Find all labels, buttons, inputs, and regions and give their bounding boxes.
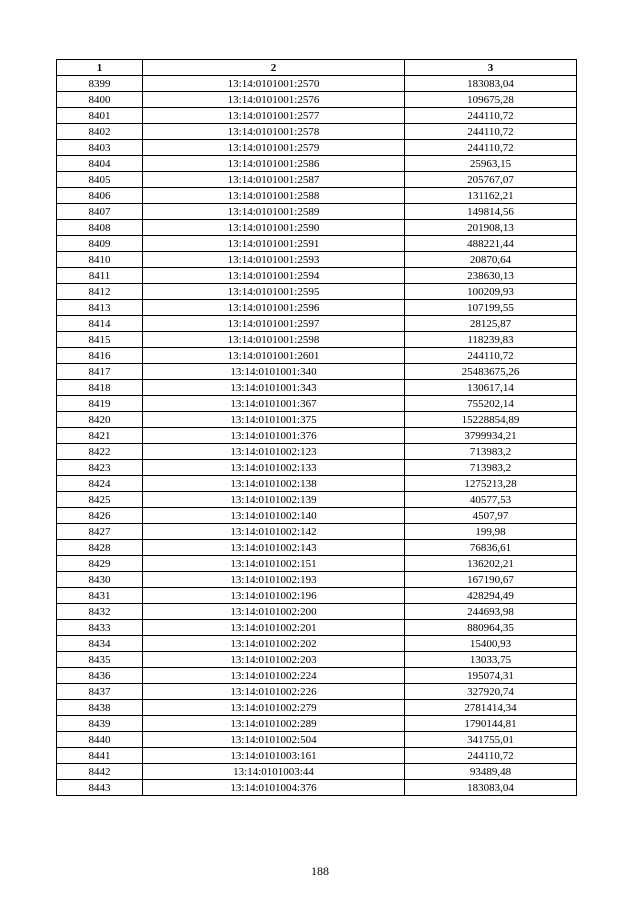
cadastral-number-cell: 13:14:0101001:2594 — [143, 268, 405, 284]
table-row — [57, 636, 577, 652]
row-index-cell: 8410 — [57, 252, 143, 268]
value-cell: 40577,53 — [405, 492, 577, 508]
row-index-cell: 8423 — [57, 460, 143, 476]
cadastral-number-cell: 13:14:0101002:151 — [143, 556, 405, 572]
cadastral-number-cell: 13:14:0101002:138 — [143, 476, 405, 492]
table-row — [57, 732, 577, 748]
cadastral-number-cell: 13:14:0101001:2593 — [143, 252, 405, 268]
value-cell: 244693,98 — [405, 604, 577, 620]
value-cell: 2781414,34 — [405, 700, 577, 716]
cadastral-number-cell: 13:14:0101002:196 — [143, 588, 405, 604]
row-index-cell: 8421 — [57, 428, 143, 444]
cadastral-number-cell: 13:14:0101001:2597 — [143, 316, 405, 332]
cadastral-number-cell: 13:14:0101001:375 — [143, 412, 405, 428]
cadastral-number-cell: 13:14:0101002:289 — [143, 716, 405, 732]
value-cell: 76836,61 — [405, 540, 577, 556]
row-index-cell: 8442 — [57, 764, 143, 780]
table-row — [57, 476, 577, 492]
cadastral-number-cell: 13:14:0101001:2579 — [143, 140, 405, 156]
table-row — [57, 764, 577, 780]
row-index-cell: 8406 — [57, 188, 143, 204]
row-index-cell: 8411 — [57, 268, 143, 284]
table-row — [57, 268, 577, 284]
value-cell: 880964,35 — [405, 620, 577, 636]
value-cell: 201908,13 — [405, 220, 577, 236]
table-row — [57, 348, 577, 364]
table-row — [57, 700, 577, 716]
row-index-cell: 8433 — [57, 620, 143, 636]
table-row — [57, 444, 577, 460]
row-index-cell: 8427 — [57, 524, 143, 540]
value-cell: 25483675,26 — [405, 364, 577, 380]
table-row — [57, 652, 577, 668]
value-cell: 13033,75 — [405, 652, 577, 668]
cadastral-number-cell: 13:14:0101002:279 — [143, 700, 405, 716]
cadastral-number-cell: 13:14:0101001:376 — [143, 428, 405, 444]
row-index-cell: 8435 — [57, 652, 143, 668]
table-row — [57, 316, 577, 332]
table-row — [57, 92, 577, 108]
value-cell: 327920,74 — [405, 684, 577, 700]
value-cell: 713983,2 — [405, 460, 577, 476]
table-row — [57, 524, 577, 540]
row-index-cell: 8416 — [57, 348, 143, 364]
value-cell: 100209,93 — [405, 284, 577, 300]
row-index-cell: 8414 — [57, 316, 143, 332]
header-col-1: 1 — [57, 60, 143, 76]
value-cell: 199,98 — [405, 524, 577, 540]
row-index-cell: 8399 — [57, 76, 143, 92]
table-row — [57, 284, 577, 300]
row-index-cell: 8402 — [57, 124, 143, 140]
value-cell: 130617,14 — [405, 380, 577, 396]
table-header — [57, 60, 577, 76]
cadastral-number-cell: 13:14:0101002:143 — [143, 540, 405, 556]
row-index-cell: 8443 — [57, 780, 143, 796]
table-row — [57, 604, 577, 620]
cadastral-number-cell: 13:14:0101001:367 — [143, 396, 405, 412]
cadastral-number-cell: 13:14:0101001:2576 — [143, 92, 405, 108]
row-index-cell: 8437 — [57, 684, 143, 700]
row-index-cell: 8415 — [57, 332, 143, 348]
value-cell: 107199,55 — [405, 300, 577, 316]
value-cell: 15400,93 — [405, 636, 577, 652]
cadastral-number-cell: 13:14:0101001:2570 — [143, 76, 405, 92]
row-index-cell: 8425 — [57, 492, 143, 508]
cadastral-number-cell: 13:14:0101003:161 — [143, 748, 405, 764]
row-index-cell: 8419 — [57, 396, 143, 412]
row-index-cell: 8408 — [57, 220, 143, 236]
value-cell: 149814,56 — [405, 204, 577, 220]
table-row — [57, 140, 577, 156]
value-cell: 341755,01 — [405, 732, 577, 748]
value-cell: 244110,72 — [405, 124, 577, 140]
cadastral-number-cell: 13:14:0101002:504 — [143, 732, 405, 748]
row-index-cell: 8431 — [57, 588, 143, 604]
table-row — [57, 188, 577, 204]
value-cell: 118239,83 — [405, 332, 577, 348]
cadastral-number-cell: 13:14:0101001:2578 — [143, 124, 405, 140]
value-cell: 195074,31 — [405, 668, 577, 684]
table-row — [57, 124, 577, 140]
row-index-cell: 8420 — [57, 412, 143, 428]
row-index-cell: 8417 — [57, 364, 143, 380]
table-row — [57, 380, 577, 396]
row-index-cell: 8400 — [57, 92, 143, 108]
row-index-cell: 8441 — [57, 748, 143, 764]
cadastral-number-cell: 13:14:0101002:201 — [143, 620, 405, 636]
table-row — [57, 748, 577, 764]
value-cell: 238630,13 — [405, 268, 577, 284]
value-cell: 167190,67 — [405, 572, 577, 588]
table-row — [57, 252, 577, 268]
table-row — [57, 220, 577, 236]
table-row — [57, 156, 577, 172]
value-cell: 755202,14 — [405, 396, 577, 412]
row-index-cell: 8418 — [57, 380, 143, 396]
table-row — [57, 588, 577, 604]
table-row — [57, 540, 577, 556]
cadastral-number-cell: 13:14:0101002:123 — [143, 444, 405, 460]
row-index-cell: 8405 — [57, 172, 143, 188]
value-cell: 15228854,89 — [405, 412, 577, 428]
value-cell: 28125,87 — [405, 316, 577, 332]
row-index-cell: 8413 — [57, 300, 143, 316]
value-cell: 713983,2 — [405, 444, 577, 460]
table-row — [57, 412, 577, 428]
row-index-cell: 8403 — [57, 140, 143, 156]
row-index-cell: 8426 — [57, 508, 143, 524]
table-row — [57, 396, 577, 412]
cadastral-number-cell: 13:14:0101001:2590 — [143, 220, 405, 236]
cadastral-number-cell: 13:14:0101002:224 — [143, 668, 405, 684]
row-index-cell: 8429 — [57, 556, 143, 572]
table-row — [57, 108, 577, 124]
row-index-cell: 8432 — [57, 604, 143, 620]
table-row — [57, 620, 577, 636]
table-row — [57, 428, 577, 444]
cadastral-number-cell: 13:14:0101002:202 — [143, 636, 405, 652]
row-index-cell: 8409 — [57, 236, 143, 252]
table-row — [57, 508, 577, 524]
value-cell: 244110,72 — [405, 140, 577, 156]
table-body — [57, 76, 577, 796]
value-cell: 244110,72 — [405, 348, 577, 364]
cadastral-number-cell: 13:14:0101001:2577 — [143, 108, 405, 124]
value-cell: 3799934,21 — [405, 428, 577, 444]
value-cell: 428294,49 — [405, 588, 577, 604]
row-index-cell: 8424 — [57, 476, 143, 492]
value-cell: 25963,15 — [405, 156, 577, 172]
table-row — [57, 76, 577, 92]
page-number: 188 — [311, 864, 329, 878]
value-cell: 1275213,28 — [405, 476, 577, 492]
cadastral-number-cell: 13:14:0101001:2601 — [143, 348, 405, 364]
value-cell: 4507,97 — [405, 508, 577, 524]
value-cell: 20870,64 — [405, 252, 577, 268]
cadastral-number-cell: 13:14:0101002:140 — [143, 508, 405, 524]
cadastral-number-cell: 13:14:0101002:200 — [143, 604, 405, 620]
table-row — [57, 492, 577, 508]
cadastral-number-cell: 13:14:0101001:343 — [143, 380, 405, 396]
cadastral-number-cell: 13:14:0101001:2586 — [143, 156, 405, 172]
row-index-cell: 8404 — [57, 156, 143, 172]
row-index-cell: 8436 — [57, 668, 143, 684]
row-index-cell: 8434 — [57, 636, 143, 652]
cadastral-number-cell: 13:14:0101001:2588 — [143, 188, 405, 204]
row-index-cell: 8422 — [57, 444, 143, 460]
cadastral-number-cell: 13:14:0101001:2589 — [143, 204, 405, 220]
value-cell: 488221,44 — [405, 236, 577, 252]
cadastral-number-cell: 13:14:0101002:193 — [143, 572, 405, 588]
cadastral-number-cell: 13:14:0101001:2587 — [143, 172, 405, 188]
data-table — [56, 59, 577, 796]
value-cell: 109675,28 — [405, 92, 577, 108]
value-cell: 183083,04 — [405, 76, 577, 92]
table-row — [57, 236, 577, 252]
cadastral-number-cell: 13:14:0101002:226 — [143, 684, 405, 700]
value-cell: 205767,07 — [405, 172, 577, 188]
value-cell: 244110,72 — [405, 748, 577, 764]
table-row — [57, 300, 577, 316]
row-index-cell: 8401 — [57, 108, 143, 124]
row-index-cell: 8407 — [57, 204, 143, 220]
row-index-cell: 8439 — [57, 716, 143, 732]
row-index-cell: 8430 — [57, 572, 143, 588]
cadastral-number-cell: 13:14:0101001:2595 — [143, 284, 405, 300]
cadastral-number-cell: 13:14:0101001:2591 — [143, 236, 405, 252]
header-row — [57, 60, 577, 76]
row-index-cell: 8412 — [57, 284, 143, 300]
table-row — [57, 572, 577, 588]
row-index-cell: 8428 — [57, 540, 143, 556]
table-row — [57, 780, 577, 796]
table-row — [57, 460, 577, 476]
cadastral-number-cell: 13:14:0101001:2596 — [143, 300, 405, 316]
table-row — [57, 668, 577, 684]
cadastral-number-cell: 13:14:0101002:203 — [143, 652, 405, 668]
cadastral-number-cell: 13:14:0101002:139 — [143, 492, 405, 508]
table-row — [57, 172, 577, 188]
cadastral-number-cell: 13:14:0101002:142 — [143, 524, 405, 540]
cadastral-number-cell: 13:14:0101002:133 — [143, 460, 405, 476]
row-index-cell: 8438 — [57, 700, 143, 716]
value-cell: 183083,04 — [405, 780, 577, 796]
cadastral-number-cell: 13:14:0101001:2598 — [143, 332, 405, 348]
table-row — [57, 716, 577, 732]
cadastral-number-cell: 13:14:0101004:376 — [143, 780, 405, 796]
value-cell: 93489,48 — [405, 764, 577, 780]
table-row — [57, 204, 577, 220]
value-cell: 1790144,81 — [405, 716, 577, 732]
cadastral-number-cell: 13:14:0101003:44 — [143, 764, 405, 780]
cadastral-number-cell: 13:14:0101001:340 — [143, 364, 405, 380]
table-row — [57, 556, 577, 572]
header-col-3: 3 — [405, 60, 577, 76]
row-index-cell: 8440 — [57, 732, 143, 748]
table-row — [57, 684, 577, 700]
value-cell: 131162,21 — [405, 188, 577, 204]
table-row — [57, 364, 577, 380]
value-cell: 244110,72 — [405, 108, 577, 124]
value-cell: 136202,21 — [405, 556, 577, 572]
header-col-2: 2 — [143, 60, 405, 76]
table-row — [57, 332, 577, 348]
